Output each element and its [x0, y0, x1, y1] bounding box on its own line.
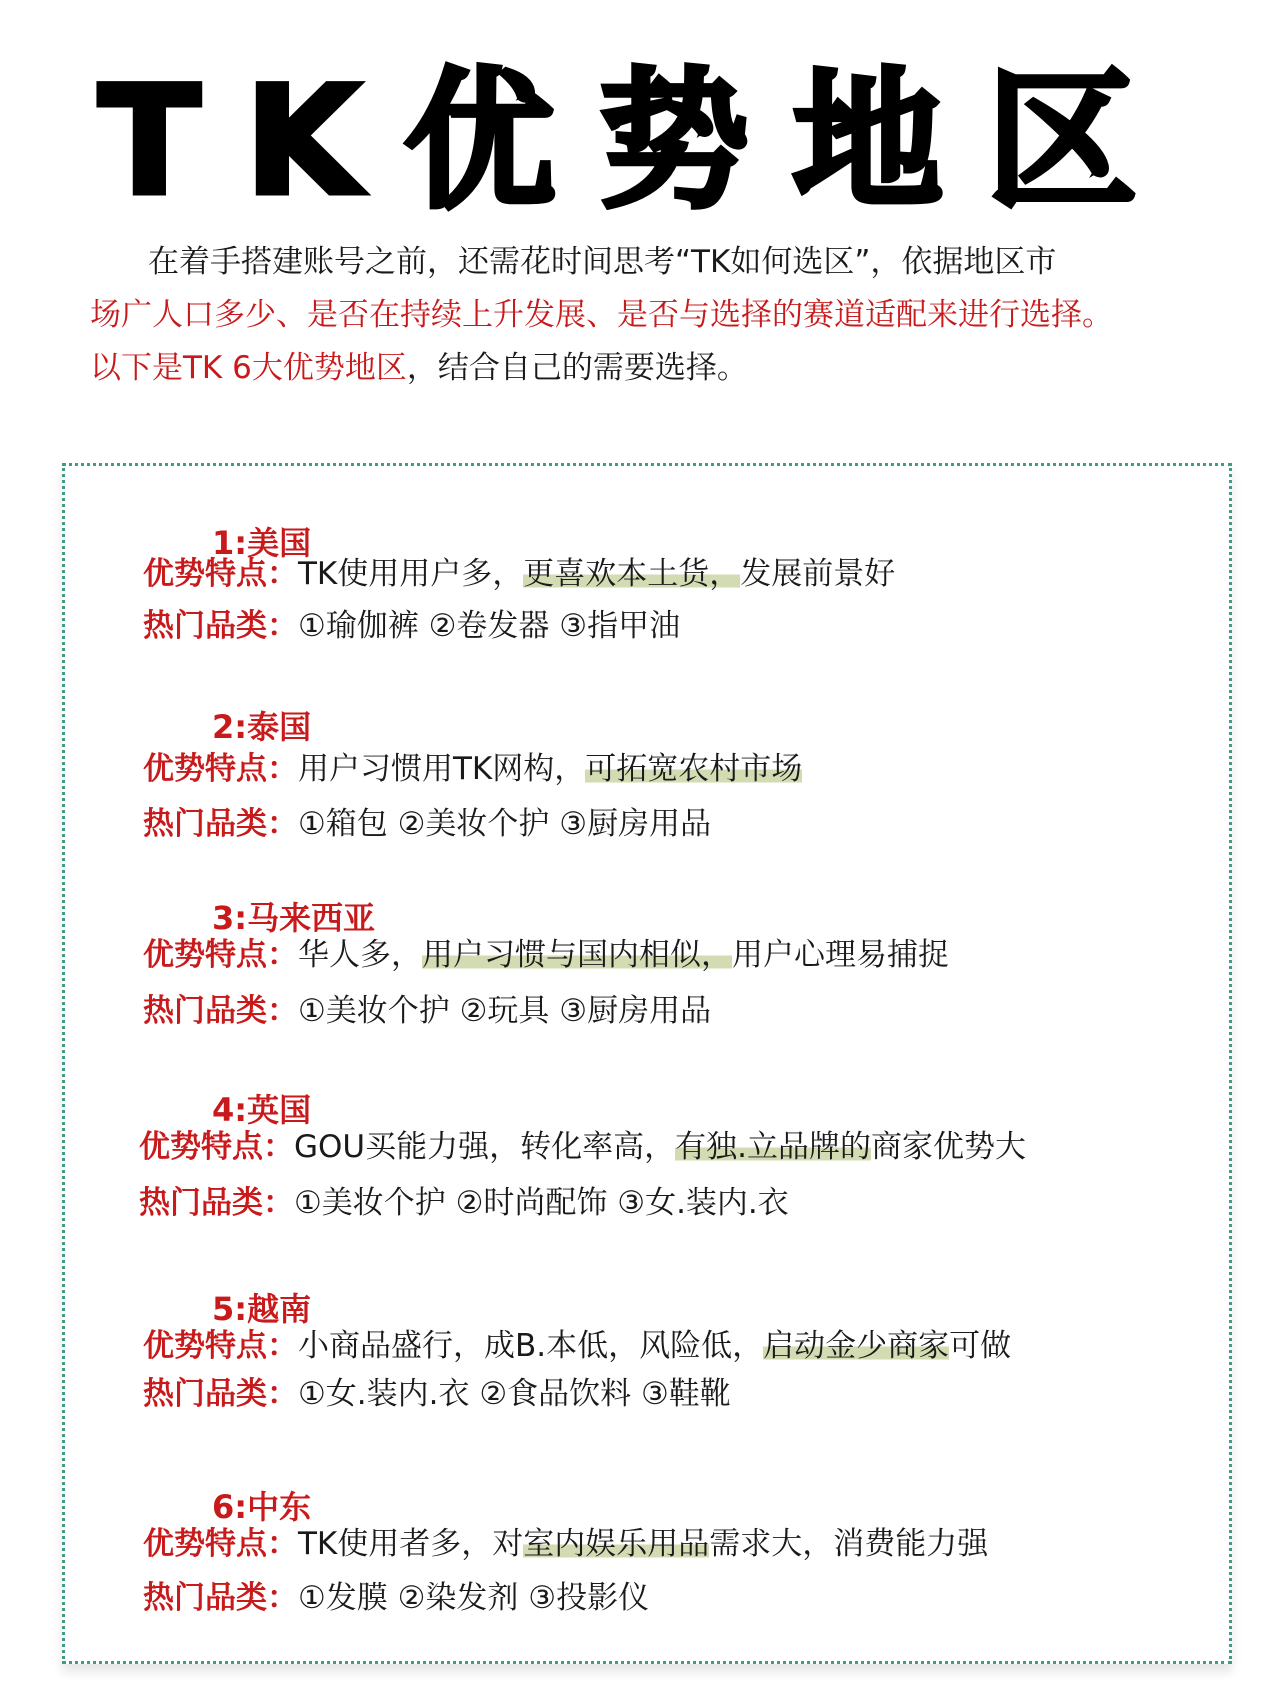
- categories-row: [139, 1181, 789, 1225]
- region-title: 2:泰国: [212, 708, 312, 746]
- advantage-label: 优势特点：: [143, 751, 298, 787]
- region-title: 1:美国: [212, 524, 312, 562]
- advantage-text-end: 需求大，消费能力强: [709, 1526, 989, 1562]
- advantage-label: 优势特点：: [143, 937, 298, 973]
- advantage-text: TK使用用户多，: [298, 556, 524, 592]
- advantage-text-end: 用户心理易捕捉: [732, 937, 949, 973]
- regions-card: [62, 463, 1232, 1664]
- intro-line-3: [90, 342, 1210, 395]
- advantage-highlight: 有独.立品牌的: [675, 1129, 871, 1165]
- categories-text: ①发膜 ②染发剂 ③投影仪: [298, 1580, 650, 1616]
- advantage-label: 优势特点：: [143, 1526, 298, 1562]
- advantage-text-end: 可做: [949, 1328, 1012, 1364]
- categories-text: ①箱包 ②美妆个护 ③厨房用品: [298, 806, 712, 842]
- region-title: 6:中东: [212, 1488, 312, 1526]
- advantage-text: 华人多，: [298, 937, 422, 973]
- advantage-highlight: 启动金少商家: [763, 1328, 950, 1364]
- categories-text: ①瑜伽裤 ②卷发器 ③指甲油: [298, 608, 681, 644]
- page-title: TK优势地区: [98, 55, 1181, 229]
- categories-label: 热门品类：: [143, 1580, 298, 1616]
- advantage-row: [143, 1324, 1011, 1368]
- intro-paragraph: [90, 236, 1210, 395]
- advantage-highlight: 更喜欢本土货，: [523, 556, 741, 592]
- categories-row: [143, 604, 680, 648]
- advantage-row: [143, 933, 949, 977]
- advantage-highlight: 室内娱乐用品: [523, 1526, 710, 1562]
- categories-row: [143, 989, 711, 1033]
- categories-text: ①美妆个护 ②时尚配饰 ③女.装内.衣: [294, 1185, 789, 1221]
- intro-line-1: 在着手搭建账号之前，还需花时间思考“TK如何选区”，依据地区市: [148, 244, 1057, 280]
- advantage-row: [143, 747, 802, 791]
- intro-line-3-highlight: 以下是TK 6大优势地区: [90, 350, 407, 386]
- advantage-label: 优势特点：: [143, 556, 298, 592]
- advantage-highlight: 用户习惯与国内相似，: [422, 937, 732, 973]
- categories-text: ①美妆个护 ②玩具 ③厨房用品: [298, 993, 712, 1029]
- advantage-row: [143, 1522, 988, 1566]
- advantage-row: [139, 1125, 1026, 1169]
- categories-label: 热门品类：: [143, 1376, 298, 1412]
- intro-line-3-rest: ，结合自己的需要选择。: [406, 350, 748, 386]
- advantage-label: 优势特点：: [139, 1129, 294, 1165]
- advantage-text-end: 发展前景好: [740, 556, 896, 592]
- categories-label: 热门品类：: [143, 608, 298, 644]
- region-title: 4:英国: [212, 1091, 312, 1129]
- categories-label: 热门品类：: [143, 806, 298, 842]
- advantage-highlight: 可拓宽农村市场: [585, 751, 803, 787]
- region-title: 3:马来西亚: [212, 899, 376, 937]
- categories-label: 热门品类：: [139, 1185, 294, 1221]
- advantage-text: 用户习惯用TK网构，: [298, 751, 586, 787]
- categories-row: [143, 1372, 731, 1416]
- advantage-label: 优势特点：: [143, 1328, 298, 1364]
- advantage-text-end: 商家优势大: [870, 1129, 1026, 1165]
- categories-text: ①女.装内.衣 ②食品饮料 ③鞋靴: [298, 1376, 731, 1412]
- advantage-text: 小商品盛行，成B.本低，风险低，: [298, 1328, 764, 1364]
- categories-label: 热门品类：: [143, 993, 298, 1029]
- region-title: 5:越南: [212, 1290, 312, 1328]
- intro-line-2: 场广人口多少、是否在持续上升发展、是否与选择的赛道适配来进行选择。: [90, 297, 1113, 333]
- advantage-text: TK使用者多，对: [298, 1526, 524, 1562]
- categories-row: [143, 1576, 649, 1620]
- categories-row: [143, 802, 711, 846]
- advantage-text: GOU买能力强，转化率高，: [294, 1129, 676, 1165]
- advantage-row: [143, 552, 895, 596]
